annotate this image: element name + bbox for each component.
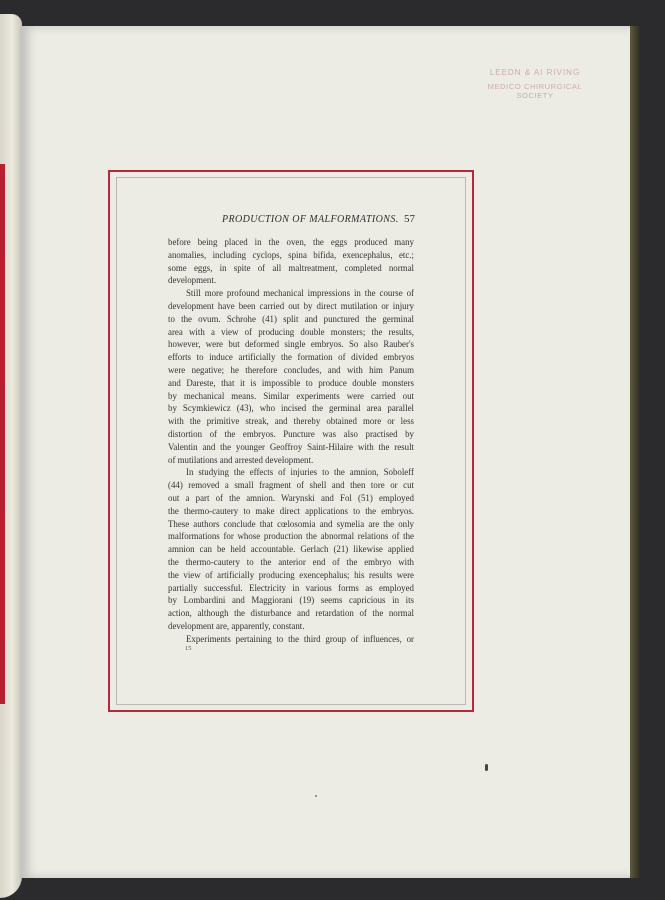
text-line: distortion of the embryos. Puncture was also practised by (168, 428, 414, 439)
text-line: partially successful. Electricity in various forms as employed (168, 582, 414, 593)
text-line: by Lombardini and Maggiorani (19) seems capricious in its (168, 595, 414, 606)
text-line: development. (168, 275, 217, 286)
text-line: efforts to induce artificially the formation of divided embryos (168, 352, 414, 363)
library-stamp-line-2: MEDICO CHIRURGICAL SOCIETY (487, 82, 583, 100)
library-stamp-line-1: LEEDN & AI RIVING (489, 68, 581, 77)
ink-speck (485, 764, 488, 771)
text-line: These authors conclude that cœlosomia and symelia are the only (168, 518, 414, 529)
text-line: the view of artificially producing exencephalus; his results were (168, 569, 414, 580)
text-line: and Dareste, that it is impossible to produce double monsters (168, 377, 414, 388)
text-line: the thermo-cautery to the anterior end of the embryo with (168, 556, 414, 567)
dust-speck (315, 795, 317, 797)
text-line: out a part of the amnion. Warynski and Fol (51) employed (168, 492, 414, 503)
signature-mark: 15 (185, 645, 192, 652)
text-line: to the ovum. Schrohe (41) split and punctured the germinal (168, 313, 414, 324)
text-line: development are, apparently, constant. (168, 620, 305, 631)
text-line: malformations for whose production the abnormal relations of the (168, 531, 414, 542)
book-fore-edge (630, 26, 640, 878)
left-page-red-rule (0, 164, 5, 704)
running-head: PRODUCTION OF MALFORMATIONS. (222, 214, 399, 225)
text-line: the thermo-cautery to make direct applications to the embryos. (168, 505, 414, 516)
text-line: anomalies, including cyclops, spina bifida, exencephalus, etc.; (168, 249, 414, 260)
text-line: of mutilations and arrested development. (168, 454, 314, 465)
text-line: by mechanical means. Similar experiments were carried out (168, 390, 414, 401)
text-line: amnion can be held accountable. Gerlach (21) likewise applied (168, 544, 414, 555)
body-text (168, 236, 414, 646)
text-line: before being placed in the oven, the eggs produced many (168, 237, 414, 247)
text-line: (44) removed a small fragment of shell and then tore or cut (168, 480, 414, 491)
text-line: area with a view of producing double monsters; the results, (168, 326, 414, 337)
text-line: Still more profound mechanical impressions in the course of (186, 288, 414, 299)
left-page-edge (0, 14, 22, 898)
text-line: development have been carried out by direct mutilation or injury (168, 300, 414, 311)
text-line: by Scymkiewicz (43), who incised the germinal area parallel (168, 403, 414, 414)
page-number: 57 (404, 213, 415, 225)
text-line: action, although the disturbance and retardation of the normal (168, 608, 414, 619)
text-line: however, were but deformed single embryos. So also Rauber's (168, 339, 414, 350)
text-line: Experiments pertaining to the third group of influences, or (186, 633, 414, 644)
text-line: some eggs, in spite of all maltreatment, completed normal (168, 262, 414, 273)
text-line: with the primitive streak, and thereby obtained more or less (168, 416, 414, 427)
text-line: In studying the effects of injuries to the amnion, Soboleff (186, 467, 414, 478)
text-line: were negative; he therefore concludes, and with him Panum (168, 364, 414, 375)
library-stamp (470, 68, 600, 100)
text-line: Valentin and the younger Geoffroy Saint-Hilaire with the result (168, 441, 414, 452)
